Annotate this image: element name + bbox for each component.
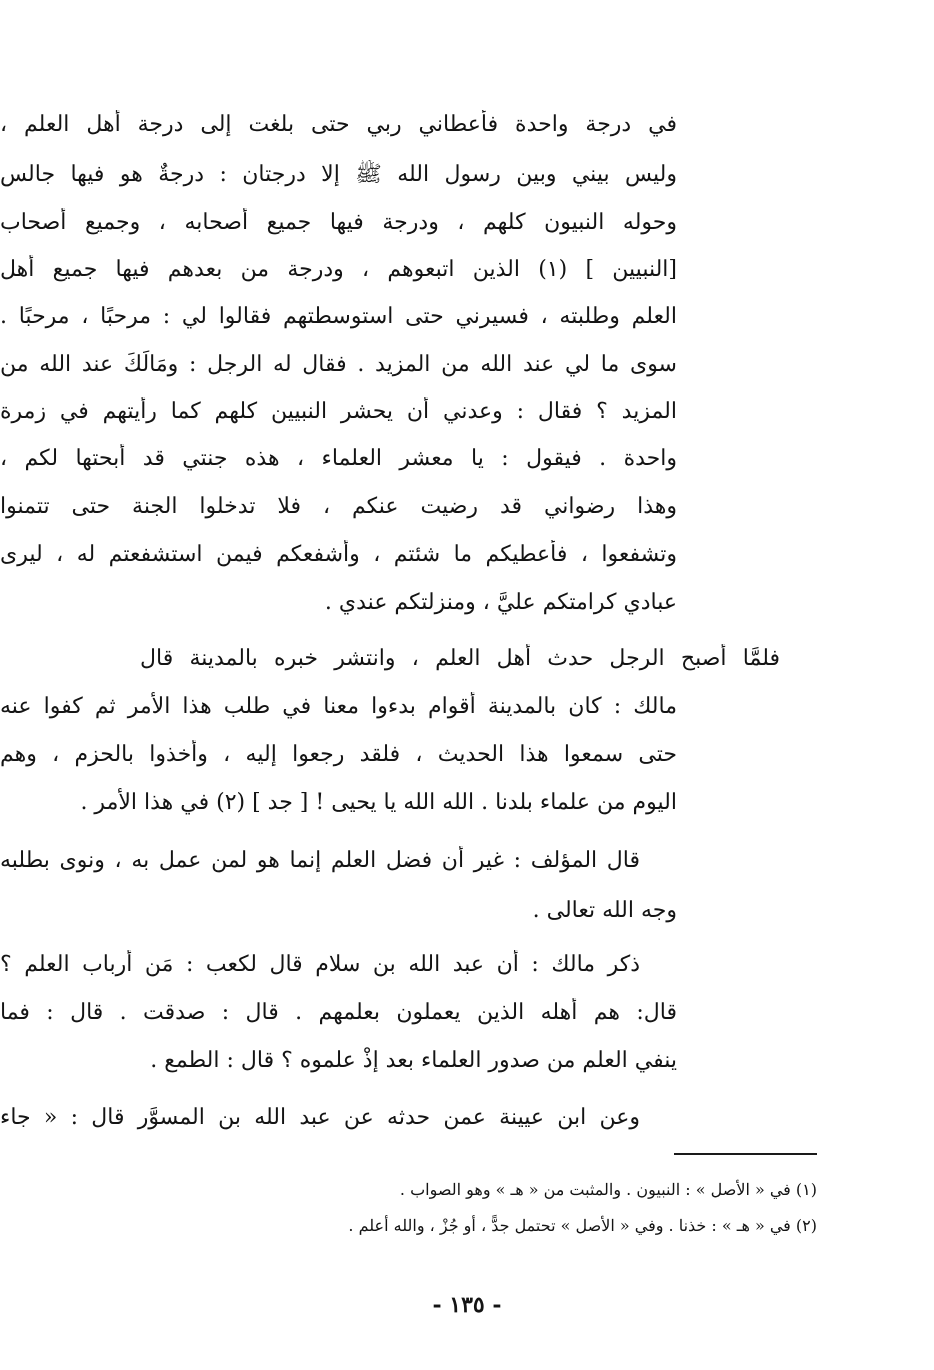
text-line: عبادي كرامتكم عليَّ ، ومنزلتكم عندي . <box>324 590 677 615</box>
text-line: ينفي العلم من صدور العلماء بعد إذْ علموه ؟ قال : الطمع . <box>150 1048 677 1073</box>
footnote-1: (١) في « الأصل » : النبيون . والمثبت من « هـ » وهو الصواب . <box>399 1180 817 1199</box>
text-line: في درجة واحدة فأعطاني ربي حتى بلغت إلى درجة أهل العلم ، <box>0 112 677 137</box>
text-line: مالك : كان بالمدينة أقوام بدءوا معنا في طلب هذا الأمر ثم كفوا عنه <box>0 694 677 719</box>
text-line: وحوله النبيون كلهم ، ودرجة فيها جميع أصحابه ، وجميع أصحاب <box>0 210 677 235</box>
page-number: - ١٣٥ - <box>432 1292 502 1318</box>
text-line: حتى سمعوا هذا الحديث ، فلقد رجعوا إليه ، وأخذوا بالحزم ، وهم <box>0 742 677 767</box>
text-line: المزيد ؟ فقال : وعدني أن يحشر النبيين كلهم كما رأيتهم في زمرة <box>0 399 677 424</box>
text-line: وليس بيني وبين رسول الله ﷺ إلا درجتان : درجةٌ هو فيها جالس <box>0 162 677 187</box>
text-line: وجه الله تعالى . <box>532 898 677 923</box>
text-line: وعن ابن عيينة عمن حدثه عن عبد الله بن المسوَّر قال : « جاء <box>0 1105 640 1130</box>
text-line: قال المؤلف : غير أن فضل العلم إنما هو لمن عمل به ، ونوى بطلبه <box>0 848 640 873</box>
text-line: اليوم من علماء بلدنا . الله الله يا يحيى ! [ جد ] (٢) في هذا الأمر . <box>80 790 677 815</box>
text-line: واحدة . فيقول : يا معشر العلماء ، هذه جنتي قد أبحتها لكم ، <box>0 446 677 471</box>
text-line: العلم وطلبته ، فسيرني حتى استوسطتهم فقالوا لي : مرحبًا ، مرحبًا . <box>0 304 677 329</box>
text-line: [النبيين ] (١) الذين اتبعوهم ، ودرجة من بعدهم فيها جميع أهل <box>0 257 677 282</box>
footnote-2: (٢) في « هـ » : خذنا . وفي « الأصل » تحتمل جدًّ ، أو جُزْ ، والله أعلم . <box>348 1216 817 1235</box>
text-line: وهذا رضواني قد رضيت عنكم ، فلا تدخلوا الجنة حتى تتمنوا <box>0 494 677 519</box>
footnote-separator <box>674 1153 817 1155</box>
text-line: قال: هم أهله الذين يعملون بعلمهم . قال : صدقت . قال : فما <box>0 1000 677 1025</box>
text-line: وتشفعوا ، فأعطيكم ما شئتم ، وأشفعكم فيمن استشفعتم له ، ليرى <box>0 542 677 567</box>
text-line: سوى ما لي عند الله من المزيد . فقال له الرجل : ومَالَكَ عند الله من <box>0 352 677 377</box>
text-line: فلمَّا أصبح الرجل حدث أهل العلم ، وانتشر خبره بالمدينة قال <box>140 646 780 671</box>
text-line: ذكر مالك : أن عبد الله بن سلام قال لكعب : مَن أرباب العلم ؟ <box>0 952 640 977</box>
